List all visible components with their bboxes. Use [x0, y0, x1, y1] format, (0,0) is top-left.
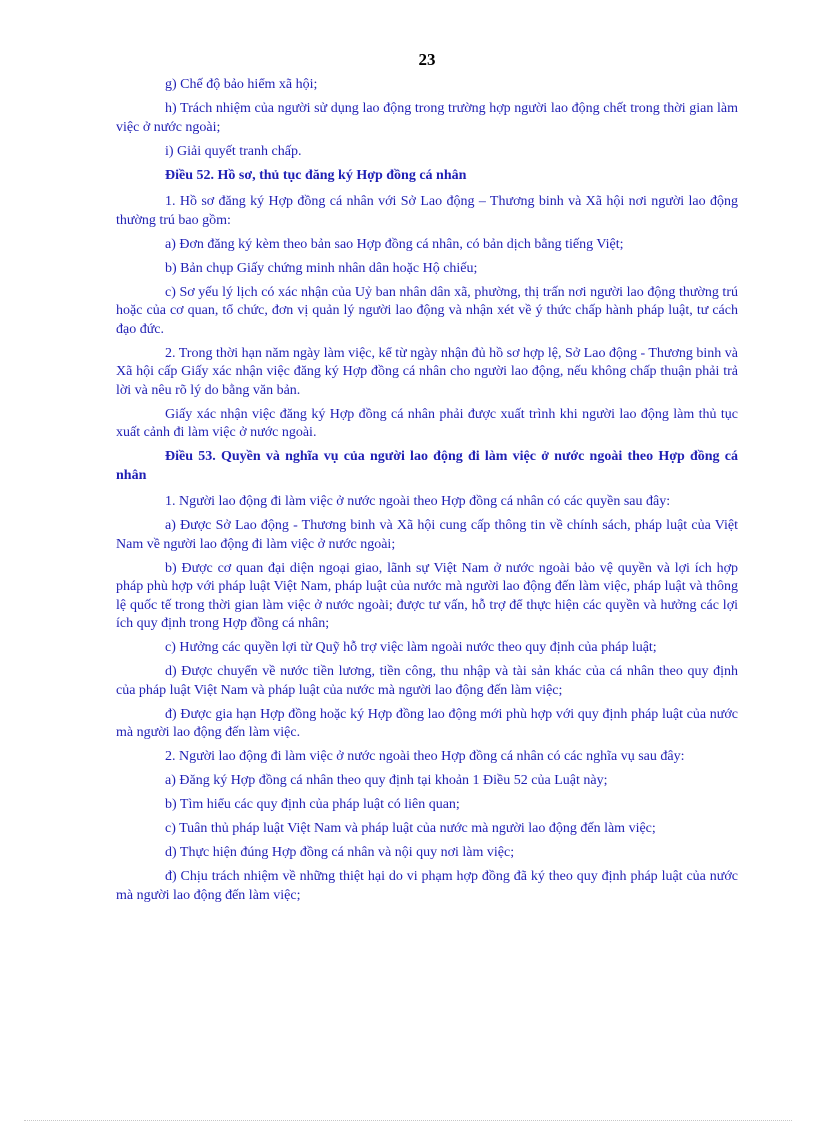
article-52-item-1c: c) Sơ yếu lý lịch có xác nhận của Uỷ ban nhân dân xã, phường, thị trấn nơi người lao động thường trú hoặc của cơ quan, tổ chức, đơn vị quản lý người lao động và nhận xét về ý thức chấp hành pháp luật, tư cách đạo đức.	[116, 284, 738, 337]
article-53-item-2c: c) Tuân thủ pháp luật Việt Nam và pháp luật của nước mà người lao động đến làm việc;	[165, 821, 656, 836]
article-53-item-2d: d) Thực hiện đúng Hợp đồng cá nhân và nội quy nơi làm việc;	[165, 845, 515, 860]
article-53-item-1dd: đ) Được gia hạn Hợp đồng hoặc ký Hợp đồng lao động mới phù hợp với quy định pháp luật của nước mà người lao động đến làm việc.	[116, 706, 738, 740]
article-53-item-1a: a) Được Sở Lao động - Thương binh và Xã hội cung cấp thông tin về chính sách, pháp luật của Việt Nam về người lao động đi làm việc ở nước ngoài;	[116, 518, 738, 552]
article-53-item-2a: a) Đăng ký Hợp đồng cá nhân theo quy định tại khoản 1 Điều 52 của Luật này;	[165, 773, 608, 788]
clause-g-social-insurance: g) Chế độ bảo hiểm xã hội;	[165, 77, 318, 92]
article-53-item-2: 2. Người lao động đi làm việc ở nước ngoài theo Hợp đồng cá nhân có các nghĩa vụ sau đây:	[165, 749, 685, 764]
article-53-item-1b: b) Được cơ quan đại diện ngoại giao, lãnh sự Việt Nam ở nước ngoài bảo vệ quyền và lợi ích hợp pháp phù hợp với pháp luật Việt Nam, pháp luật của nước mà người lao động đến làm việc, pháp luật và thông lệ quốc tế trong thời gian làm việc ở nước ngoài; được tư vấn, hỗ trợ để thực hiện các quyền và hưởng các lợi ích quy định trong Hợp đồng cá nhân;	[116, 560, 738, 631]
article-52-item-1: 1. Hồ sơ đăng ký Hợp đồng cá nhân với Sở Lao động – Thương binh và Xã hội nơi người lao động thường trú bao gồm:	[116, 194, 738, 228]
article-52-item-1a: a) Đơn đăng ký kèm theo bản sao Hợp đồng cá nhân, có bản dịch bằng tiếng Việt;	[165, 236, 624, 252]
clause-i-dispute-resolution: i) Giải quyết tranh chấp.	[165, 143, 302, 159]
article-53-heading: Điều 53. Quyền và nghĩa vụ của người lao động đi làm việc ở nước ngoài theo Hợp đồng cá nhân	[116, 449, 738, 483]
document-page	[116, 50, 738, 911]
article-53-item-1: 1. Người lao động đi làm việc ở nước ngoài theo Hợp đồng cá nhân có các quyền sau đây:	[165, 494, 671, 509]
page-number: 23	[418, 50, 436, 69]
article-52-item-2: 2. Trong thời hạn năm ngày làm việc, kể từ ngày nhận đủ hồ sơ hợp lệ, Sở Lao động - Thương binh và Xã hội cấp Giấy xác nhận việc đăng ký Hợp đồng cá nhân cho người lao động, nếu không chấp thuận phải trả lời và nêu rõ lý do bằng văn bản.	[116, 345, 738, 398]
article-52-certificate-note: Giấy xác nhận việc đăng ký Hợp đồng cá nhân phải được xuất trình khi người lao động làm thủ tục xuất cảnh đi làm việc ở nước ngoài.	[116, 406, 738, 440]
article-53-item-1c: c) Hưởng các quyền lợi từ Quỹ hỗ trợ việc làm ngoài nước theo quy định của pháp luật;	[165, 640, 657, 655]
article-52-heading: Điều 52. Hồ sơ, thủ tục đăng ký Hợp đồng cá nhân	[165, 167, 467, 183]
clause-h-employer-responsibility: h) Trách nhiệm của người sử dụng lao động trong trường hợp người lao động chết trong thời gian làm việc ở nước ngoài;	[116, 101, 738, 135]
article-53-item-2dd: đ) Chịu trách nhiệm về những thiệt hại do vi phạm hợp đồng đã ký theo quy định pháp luật của nước mà người lao động đến làm việc;	[116, 869, 738, 903]
article-53-item-1d: d) Được chuyển về nước tiền lương, tiền công, thu nhập và tài sản khác của cá nhân theo quy định của pháp luật Việt Nam và pháp luật của nước mà người lao động đến làm việc;	[116, 664, 738, 698]
article-52-item-1b: b) Bản chụp Giấy chứng minh nhân dân hoặc Hộ chiếu;	[165, 260, 478, 276]
article-53-item-2b: b) Tìm hiểu các quy định của pháp luật có liên quan;	[165, 797, 460, 812]
page-bottom-divider	[24, 1120, 792, 1121]
